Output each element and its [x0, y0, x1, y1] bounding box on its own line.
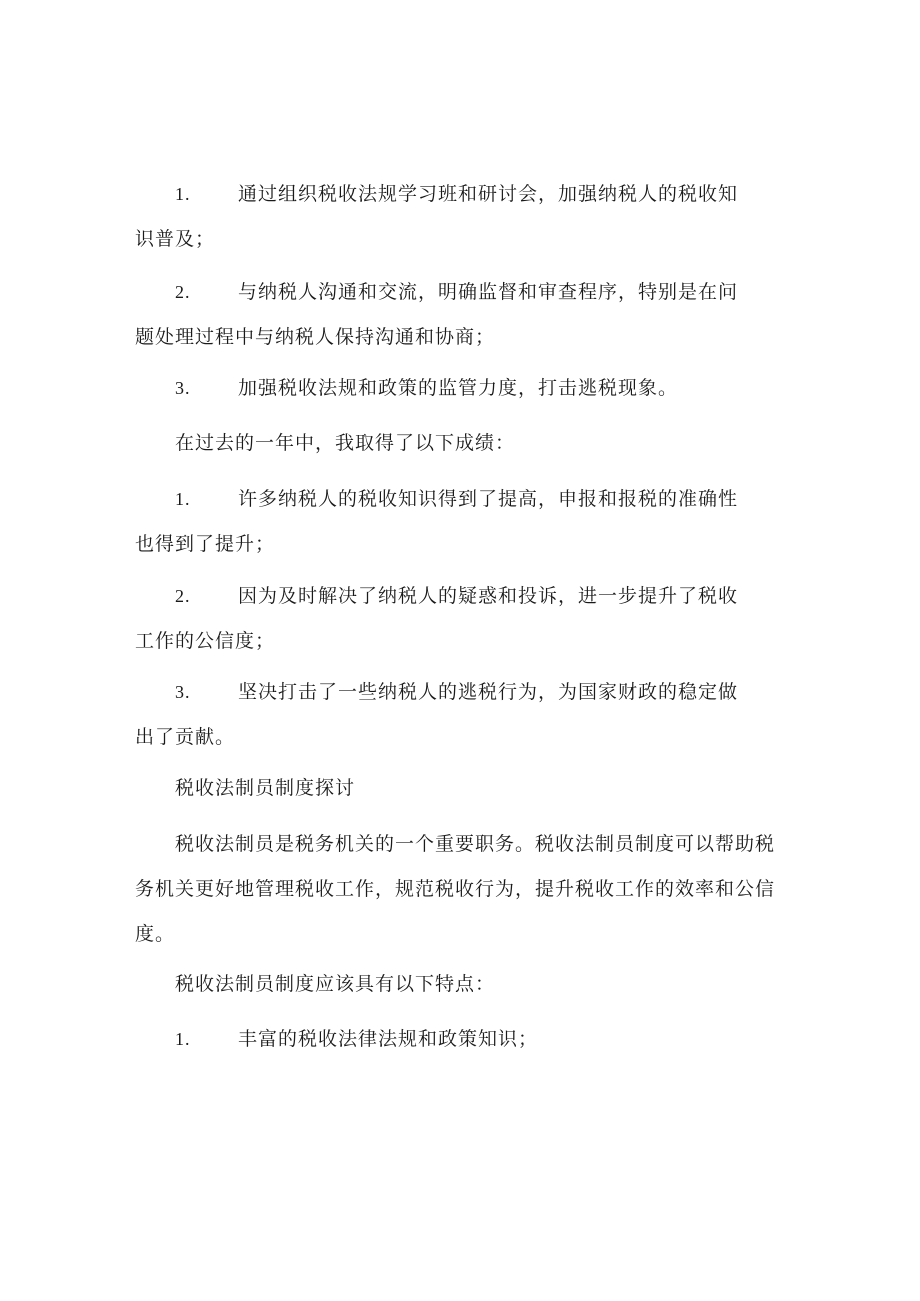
list-item-b1: [135, 477, 780, 567]
list-number: 3.: [175, 378, 191, 398]
list-item-text: 因为及时解决了纳税人的疑惑和投诉，进一步提升了税收: [238, 585, 739, 607]
features-intro: [135, 962, 780, 1007]
list-item-text: 许多纳税人的税收知识得到了提高，申报和报税的准确性: [238, 488, 739, 510]
paragraph-text: 税收法制员制度应该具有以下特点：: [175, 973, 496, 995]
list-number: 1.: [175, 1029, 191, 1049]
heading-text: 税收法制员制度探讨: [175, 777, 356, 799]
list-item-a2: [135, 270, 780, 360]
list-item-a1: [135, 172, 780, 262]
list-item-text: 通过组织税收法规学习班和研讨会，加强纳税人的税收知: [238, 183, 739, 205]
section-paragraph: [135, 822, 780, 957]
list-item-b2: [135, 574, 780, 664]
list-number: 3.: [175, 682, 191, 702]
list-number: 1.: [175, 184, 191, 204]
list-item-text: 坚决打击了一些纳税人的逃税行为，为国家财政的稳定做: [238, 681, 739, 703]
list-number: 2.: [175, 282, 191, 302]
list-item-text-continued: 识普及；: [135, 228, 216, 250]
list-number: 2.: [175, 586, 191, 606]
list-number: 1.: [175, 489, 191, 509]
list-item-text: 丰富的税收法律法规和政策知识；: [238, 1028, 539, 1050]
list-item-text-continued: 出了贡献。: [135, 726, 236, 748]
paragraph-text-continued: 务机关更好地管理税收工作，规范税收行为，提升税收工作的效率和公信: [135, 878, 776, 900]
paragraph-text: 在过去的一年中，我取得了以下成绩：: [175, 432, 516, 454]
list-item-text: 加强税收法规和政策的监管力度，打击逃税现象。: [238, 377, 679, 399]
list-item-a3: [135, 366, 780, 411]
list-item-text-continued: 题处理过程中与纳税人保持沟通和协商；: [135, 326, 496, 348]
list-item-c1: [135, 1017, 780, 1062]
list-item-text: 与纳税人沟通和交流，明确监督和审查程序，特别是在问: [238, 281, 739, 303]
list-item-text-continued: 工作的公信度；: [135, 630, 276, 652]
paragraph-text-continued: 度。: [135, 923, 176, 945]
list-item-b3: [135, 670, 780, 760]
section-heading: [135, 766, 780, 811]
list-item-text-continued: 也得到了提升；: [135, 533, 276, 555]
paragraph-text: 税收法制员是税务机关的一个重要职务。税收法制员制度可以帮助税: [175, 833, 776, 855]
achievements-intro: [135, 421, 780, 466]
